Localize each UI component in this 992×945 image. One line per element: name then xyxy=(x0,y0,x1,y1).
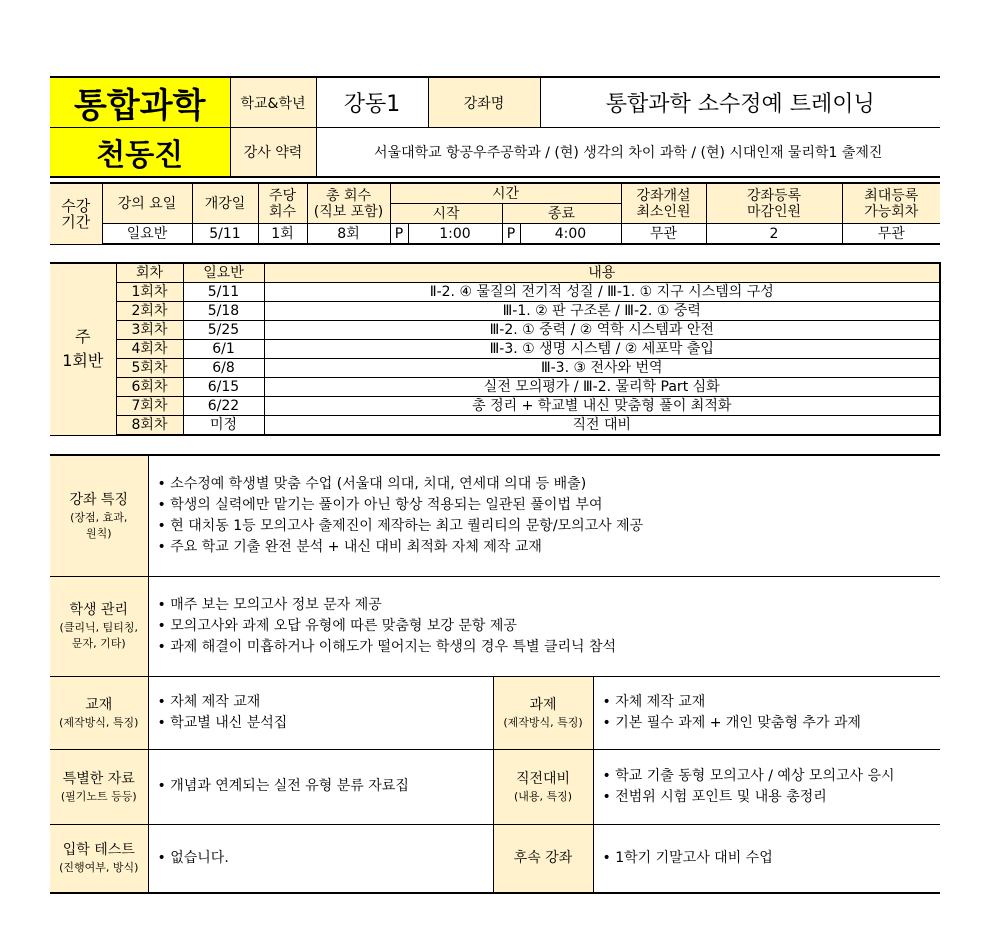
bullet-item: • 모의고사와 과제 오답 유형에 따른 맞춤형 보강 문항 제공 xyxy=(158,616,941,637)
bullet-item: • 학교별 내신 분석집 xyxy=(158,713,493,734)
homework-content xyxy=(593,676,940,749)
school-grade-value: 강동1 xyxy=(316,77,428,128)
course-name-value: 통합과학 소수정예 트레이닝 xyxy=(540,77,940,128)
bullet-item: • 매주 보는 모의고사 정보 문자 제공 xyxy=(158,595,941,616)
schedule-session: 2회차 xyxy=(116,302,183,321)
entrance-label-cell xyxy=(50,824,148,893)
min-students-value: 무관 xyxy=(621,224,706,245)
end-ampm: P xyxy=(502,224,520,245)
end-time: 4:00 xyxy=(520,224,621,245)
homework-sublabel: (제작방식, 특징) xyxy=(503,715,583,729)
teacher-name: 천동진 xyxy=(50,128,230,178)
start-time: 1:00 xyxy=(408,224,502,245)
features-label: 강좌 특징 xyxy=(69,491,129,508)
bullet-item: • 과제 해결이 미흡하거나 이해도가 떨어지는 학생의 경우 특별 클리닉 참석 xyxy=(158,637,941,658)
period-row-label: 수강 기간 xyxy=(50,183,102,244)
min-students-header: 강좌개설 최소인원 xyxy=(621,183,706,224)
followup-content xyxy=(593,824,940,893)
schedule-session: 5회차 xyxy=(116,359,183,378)
schedule-content: Ⅱ-2. ④ 물질의 전기적 성질 / Ⅲ-1. ① 지구 시스템의 구성 xyxy=(264,283,940,302)
time-header: 시간 xyxy=(390,183,621,204)
bullet-item: • 없습니다. xyxy=(158,848,493,869)
total-count-value: 8회 xyxy=(307,224,390,245)
schedule-session: 3회차 xyxy=(116,321,183,340)
entrance-content xyxy=(148,824,493,893)
reg-deadline-header: 강좌등록 마감인원 xyxy=(706,183,842,224)
course-header-table xyxy=(50,76,940,178)
schedule-session: 4회차 xyxy=(116,340,183,359)
schedule-content: Ⅲ-3. ③ 전사와 번역 xyxy=(264,359,940,378)
time-end-header: 종료 xyxy=(502,204,621,224)
bullet-item: • 전범위 시험 포인트 및 내용 총정리 xyxy=(603,787,941,808)
schedule-content: Ⅲ-3. ① 생명 시스템 / ② 세포막 출입 xyxy=(264,340,940,359)
schedule-row xyxy=(50,416,940,436)
homework-list xyxy=(603,692,941,734)
followup-label: 후속 강좌 xyxy=(513,850,573,867)
day-column-header: 일요반 xyxy=(183,263,264,283)
textbook-content xyxy=(148,676,493,749)
final-list xyxy=(603,766,941,808)
bullet-item: • 주요 학교 기출 완전 분석 + 내신 대비 최적화 자체 제작 교재 xyxy=(158,537,941,558)
schedule-date: 5/18 xyxy=(183,302,264,321)
textbook-label-cell xyxy=(50,676,148,749)
max-reg-header: 최대등록 가능회차 xyxy=(842,183,940,224)
schedule-date: 5/25 xyxy=(183,321,264,340)
school-grade-label: 학교&학년 xyxy=(230,77,316,128)
schedule-row xyxy=(50,283,940,302)
textbook-sublabel: (제작방식, 특징) xyxy=(59,715,139,729)
info-table xyxy=(50,454,940,894)
features-content xyxy=(148,455,940,576)
special-label-cell xyxy=(50,749,148,824)
schedule-row-label: 주 1회반 xyxy=(50,263,116,435)
bullet-item: • 자체 제작 교재 xyxy=(603,692,941,713)
entrance-sublabel: (진행여부, 방식) xyxy=(59,861,139,875)
followup-list xyxy=(603,848,941,869)
course-name-label: 강좌명 xyxy=(428,77,540,128)
schedule-row xyxy=(50,378,940,397)
schedule-session: 6회차 xyxy=(116,378,183,397)
schedule-content: 총 정리 + 학교별 내신 맞춤형 풀이 최적화 xyxy=(264,397,940,416)
entrance-list xyxy=(158,848,493,869)
management-label-cell xyxy=(50,576,148,676)
schedule-date: 6/1 xyxy=(183,340,264,359)
entrance-label: 입학 테스트 xyxy=(62,842,135,859)
weekly-count-value: 1회 xyxy=(258,224,307,245)
final-label: 직전대비 xyxy=(515,770,571,787)
schedule-content: 직전 대비 xyxy=(264,416,940,436)
time-start-header: 시작 xyxy=(390,204,502,224)
total-count-header: 총 회수 (직보 포함) xyxy=(307,183,390,224)
schedule-date: 미정 xyxy=(183,416,264,436)
session-header: 회차 xyxy=(116,263,183,283)
schedule-date: 6/15 xyxy=(183,378,264,397)
bullet-item: • 소수정예 학생별 맞춤 수업 (서울대 의대, 치대, 연세대 의대 등 배출) xyxy=(158,474,941,495)
textbook-list xyxy=(158,692,493,734)
schedule-date: 5/11 xyxy=(183,283,264,302)
bullet-item: • 기본 필수 과제 + 개인 맞춤형 추가 과제 xyxy=(603,713,941,734)
homework-label: 과제 xyxy=(529,696,557,713)
special-sublabel: (필기노트 등등) xyxy=(60,789,137,803)
homework-label-cell xyxy=(493,676,593,749)
final-sublabel: (내용, 특징) xyxy=(513,789,573,803)
period-table xyxy=(50,182,940,245)
features-list xyxy=(158,474,941,558)
schedule-row xyxy=(50,302,940,321)
final-label-cell xyxy=(493,749,593,824)
schedule-row xyxy=(50,359,940,378)
bullet-item: • 현 대치동 1등 모의고사 출제진이 제작하는 최고 퀄리티의 문항/모의고사 제공 xyxy=(158,516,941,537)
features-sublabel: (장점, 효과, 원칙) xyxy=(70,510,128,540)
special-list xyxy=(158,776,493,797)
bullet-item: • 자체 제작 교재 xyxy=(158,692,493,713)
schedule-content: Ⅲ-1. ② 판 구조론 / Ⅲ-2. ① 중력 xyxy=(264,302,940,321)
schedule-session: 8회차 xyxy=(116,416,183,436)
special-label: 특별한 자료 xyxy=(62,770,135,787)
max-reg-value: 무관 xyxy=(842,224,940,245)
start-ampm: P xyxy=(390,224,408,245)
day-header: 강의 요일 xyxy=(102,183,192,224)
schedule-content: 실전 모의평가 / Ⅲ-2. 물리학 Part 심화 xyxy=(264,378,940,397)
textbook-label: 교재 xyxy=(85,696,113,713)
start-date-value: 5/11 xyxy=(192,224,258,245)
special-content xyxy=(148,749,493,824)
schedule-session: 1회차 xyxy=(116,283,183,302)
schedule-row xyxy=(50,397,940,416)
schedule-date: 6/8 xyxy=(183,359,264,378)
day-value: 일요반 xyxy=(102,224,192,245)
bullet-item: • 학생의 실력에만 맡기는 풀이가 아닌 항상 적용되는 일관된 풀이법 부여 xyxy=(158,495,941,516)
bullet-item: • 1학기 기말고사 대비 수업 xyxy=(603,848,941,869)
start-date-header: 개강일 xyxy=(192,183,258,224)
schedule-table xyxy=(50,262,941,436)
schedule-row xyxy=(50,321,940,340)
management-content xyxy=(148,576,940,676)
management-list xyxy=(158,595,941,658)
bullet-item: • 개념과 연계되는 실전 유형 분류 자료집 xyxy=(158,776,493,797)
bullet-item: • 학교 기출 동형 모의고사 / 예상 모의고사 응시 xyxy=(603,766,941,787)
weekly-count-header: 주당 회수 xyxy=(258,183,307,224)
final-content xyxy=(593,749,940,824)
management-sublabel: (클리닉, 팀티칭, 문자, 기타) xyxy=(59,621,139,650)
management-label: 학생 관리 xyxy=(69,602,129,618)
content-header: 내용 xyxy=(264,263,940,283)
reg-deadline-value: 2 xyxy=(706,224,842,245)
features-label-cell xyxy=(50,455,148,576)
career-value: 서울대학교 항공우주공학과 / (현) 생각의 차이 과학 / (현) 시대인재 물리학1 출제진 xyxy=(316,128,940,178)
subject-title: 통합과학 xyxy=(50,77,230,128)
followup-label-cell xyxy=(493,824,593,893)
schedule-content: Ⅲ-2. ① 중력 / ② 역학 시스템과 안전 xyxy=(264,321,940,340)
schedule-row xyxy=(50,340,940,359)
schedule-session: 7회차 xyxy=(116,397,183,416)
schedule-date: 6/22 xyxy=(183,397,264,416)
career-label: 강사 약력 xyxy=(230,128,316,178)
